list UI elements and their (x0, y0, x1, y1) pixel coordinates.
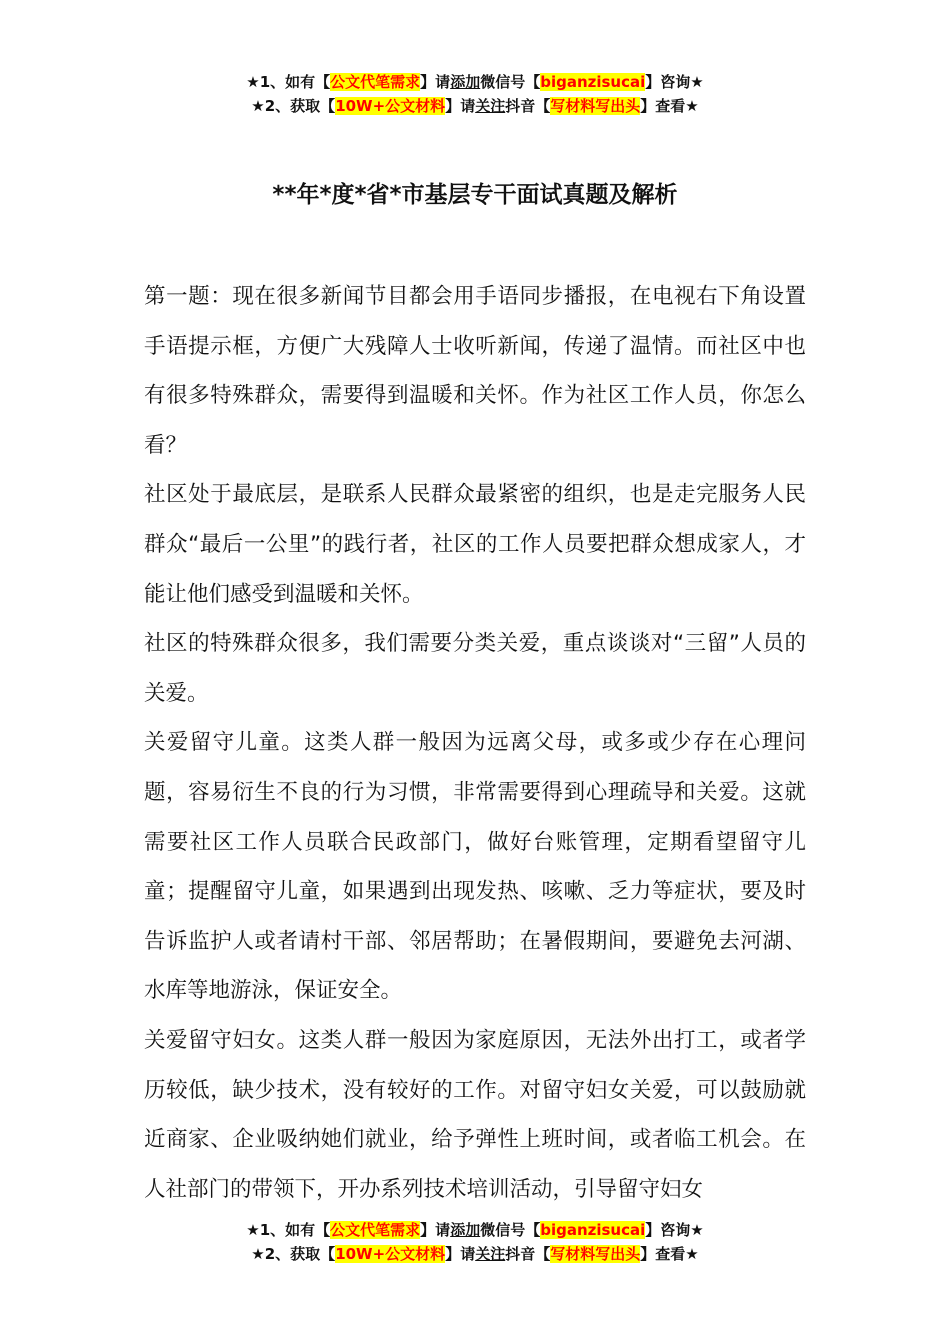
promo-emphasis: 添加 (450, 73, 481, 91)
promo-emphasis: 关注 (475, 1245, 506, 1263)
promo-text: 】咨询★ (645, 1221, 704, 1239)
promo-emphasis: 关注 (475, 97, 506, 115)
promo-text: 】咨询★ (645, 73, 704, 91)
promo-text: 】查看★ (640, 1245, 699, 1263)
promo-highlight: biganzisucai (540, 73, 646, 91)
paragraph: 社区的特殊群众很多，我们需要分类关爱，重点谈谈对“三留”人员的关爱。 (144, 631, 806, 706)
promo-highlight: 公文代笔需求 (330, 1221, 421, 1239)
promo-text: ★1、如有【 (246, 73, 331, 91)
promo-highlight: biganzisucai (540, 1221, 646, 1239)
promo-highlight: 10W+公文材料 (335, 1245, 446, 1263)
paragraph: 关爱留守儿童。这类人群一般因为远离父母，或多或少存在心理问题，容易衍生不良的行为习惯，非常需要得到心理疏导和关爱。这就需要社区工作人员联合民政部门，做好台账管理，定期看望留守儿童；提醒留守儿童，如果遇到出现发热、咳嗽、乏力等症状，要及时告诉监护人或者请村干部、邻居帮助；在暑假期间，要避免去河湖、水库等地游泳，保证安全。 (144, 730, 806, 1004)
document-body (144, 272, 806, 1214)
promo-text: 微信号【 (480, 1221, 541, 1239)
promo-line-1 (0, 1218, 950, 1242)
promo-line-1 (0, 70, 950, 94)
promo-emphasis: 添加 (450, 1221, 481, 1239)
promo-banner-top (0, 70, 950, 118)
promo-text: ★2、获取【 (251, 97, 336, 115)
promo-line-2 (0, 1242, 950, 1266)
promo-text: 】请 (420, 73, 451, 91)
promo-text: 】查看★ (640, 97, 699, 115)
promo-text: 抖音【 (505, 1245, 551, 1263)
paragraph: 社区处于最底层，是联系人民群众最紧密的组织，也是走完服务人民群众“最后一公里”的践行者，社区的工作人员要把群众想成家人，才能让他们感受到温暖和关怀。 (144, 482, 806, 607)
paragraph-question: 第一题：现在很多新闻节目都会用手语同步播报，在电视右下角设置手语提示框，方便广大残障人士收听新闻，传递了温情。而社区中也有很多特殊群众，需要得到温暖和关怀。作为社区工作人员，你怎么看？ (144, 284, 806, 458)
promo-banner-bottom (0, 1218, 950, 1266)
promo-text: 抖音【 (505, 97, 551, 115)
document-title: **年*度*省*市基层专干面试真题及解析 (272, 182, 678, 208)
promo-text: 】请 (420, 1221, 451, 1239)
promo-text: ★1、如有【 (246, 1221, 331, 1239)
promo-text: 】请 (445, 1245, 476, 1263)
promo-text: 】请 (445, 97, 476, 115)
promo-line-2 (0, 94, 950, 118)
promo-text: ★2、获取【 (251, 1245, 336, 1263)
promo-text: 微信号【 (480, 73, 541, 91)
promo-highlight: 公文代笔需求 (330, 73, 421, 91)
promo-highlight: 写材料写出头 (550, 97, 641, 115)
paragraph: 关爱留守妇女。这类人群一般因为家庭原因，无法外出打工，或者学历较低，缺少技术，没有较好的工作。对留守妇女关爱，可以鼓励就近商家、企业吸纳她们就业，给予弹性上班时间，或者临工机会。在人社部门的带领下，开办系列技术培训活动，引导留守妇女 (144, 1027, 806, 1202)
promo-highlight: 10W+公文材料 (335, 97, 446, 115)
promo-highlight: 写材料写出头 (550, 1245, 641, 1263)
